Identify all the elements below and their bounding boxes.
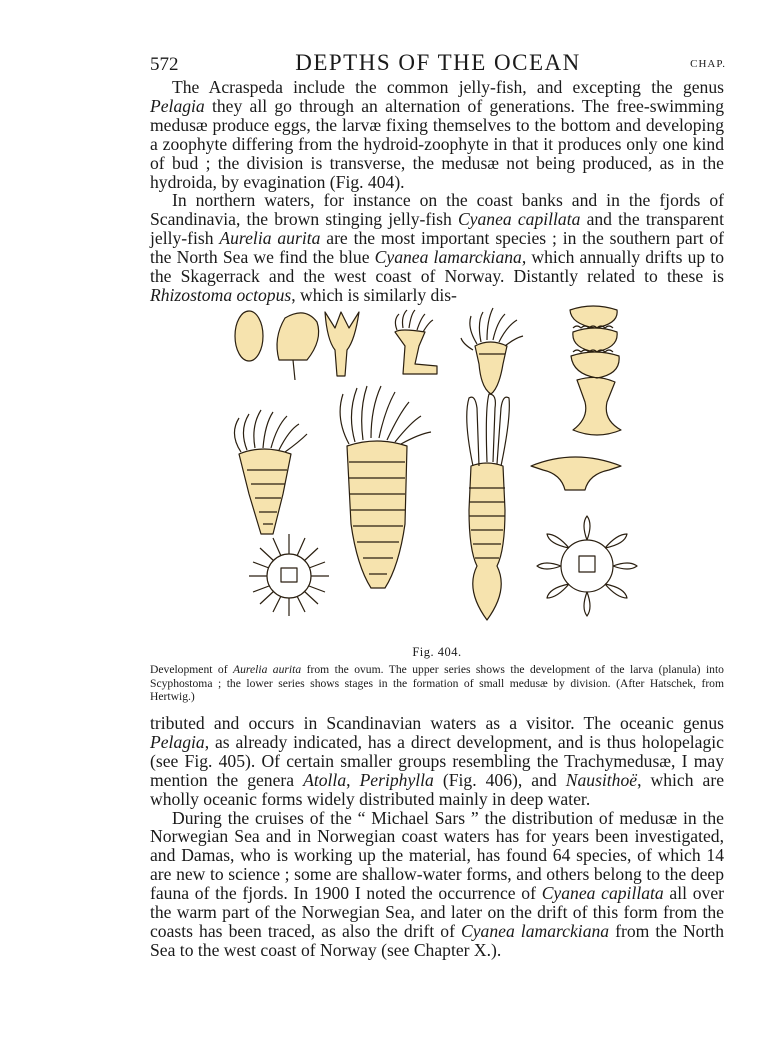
italic-term: Atolla [303,769,347,790]
tentacle-group [467,394,510,466]
ephyra-side-view [531,457,621,490]
figure-label: Fig. 404. [412,645,462,659]
aurelia-development-drawing [225,298,725,638]
strobila-segmented [347,441,407,588]
scyphostoma [475,342,507,394]
italic-term: Cyanea capillata [541,883,664,904]
italic-term: Cyanea capillata [457,209,581,230]
italic-term: Cyanea lamarckiana [374,247,522,268]
page-header [150,50,726,80]
stalk [293,360,295,380]
vase-larva [325,312,359,376]
italic-term: Pelagia [150,731,205,752]
figure-caption: Development of Aurelia aurita from the ovum. The upper series shows the development of the larva (planula) into Scyphostoma ; the lower series shows stages in the formation of small medusæ by division. (After Hatschek, from Hertwig.) [150,663,724,704]
italic-term: Cyanea lamarckiana [461,920,610,941]
paragraph: tributed and occurs in Scandinavian waters as a visitor. The oceanic genus Pelagia, as already indicated, has a direct development, and is thus holopelagic (see Fig. 405). Of certain smaller groups resembling the Trachymedusæ, I may mention the genera Atolla, Periphylla (Fig. 406), and Nausithoë, which are wholly oceanic forms widely distributed mainly in deep water. [150,713,725,809]
young-scyphostoma [395,330,437,374]
chapter-mark: CHAP. [690,58,726,70]
paragraph: In northern waters, for instance on the coast banks and in the fjords of Scandinavia, the brown stinging jelly-fish Cyanea capillata and the transparent jelly-fish Aurelia aurita are the most important species ; in the southern part of the North Sea we find the blue Cyanea lamarckiana, which annually drifts up to the Skagerrack and the west coast of Norway. Distantly related to these is Rhizostoma octopus, which is similarly dis- [150,190,725,305]
paragraph: During the cruises of the “ Michael Sars ” the distribution of medusæ in the Norwegian Sea and in Norwegian coast waters has for years been investigated, and Damas, who is working up the material, has found 64 species, of which 14 are new to science ; some are shallow-water forms, and others belong to the deep fauna of the fjords. In 1900 I noted the occurrence of Cyanea capillata all over the warm part of the Norwegian Sea, and later on the drift of this form from the coasts has been traced, as also the drift of Cyanea lamarckiana from the North Sea to the west coast of Norway (see Chapter X.). [150,807,725,960]
body-text-top [150,78,724,305]
body-text-bottom [150,714,724,960]
early-scyphostoma [277,313,319,360]
page-number: 572 [150,54,179,75]
tentacled-polyp [239,449,291,534]
ephyra-star-left [249,534,329,616]
italic-term: Nausithoë [565,769,638,790]
figure-404-illustration [225,298,725,638]
italic-term: Aurelia aurita [219,228,321,249]
planula-larva [235,311,263,361]
ephyra-column [469,463,505,620]
italic-term: Rhizostoma octopus [150,284,292,305]
running-title: DEPTHS OF THE OCEAN [295,50,581,75]
tentacle-group [395,310,433,332]
italic-term: Periphylla [359,769,434,790]
italic-term: Aurelia aurita [233,663,302,676]
paragraph: The Acraspeda include the common jelly-fish, and excepting the genus Pelagia they all go through an alternation of generations. The free-swimming medusæ produce eggs, the larvæ fixing themselves to the bottom and developing a zoophyte differing from the hydroid-zoophyte in that it produces only one kind of bud ; the division is transverse, the medusæ not being produced, as in the hydroida, by evagination (Fig. 404). [150,77,724,192]
strobila-column [570,306,621,435]
italic-term: Pelagia [150,95,205,116]
tentacle-group [234,410,307,452]
tentacle-group [340,386,431,444]
ephyra-star-right [537,516,637,616]
